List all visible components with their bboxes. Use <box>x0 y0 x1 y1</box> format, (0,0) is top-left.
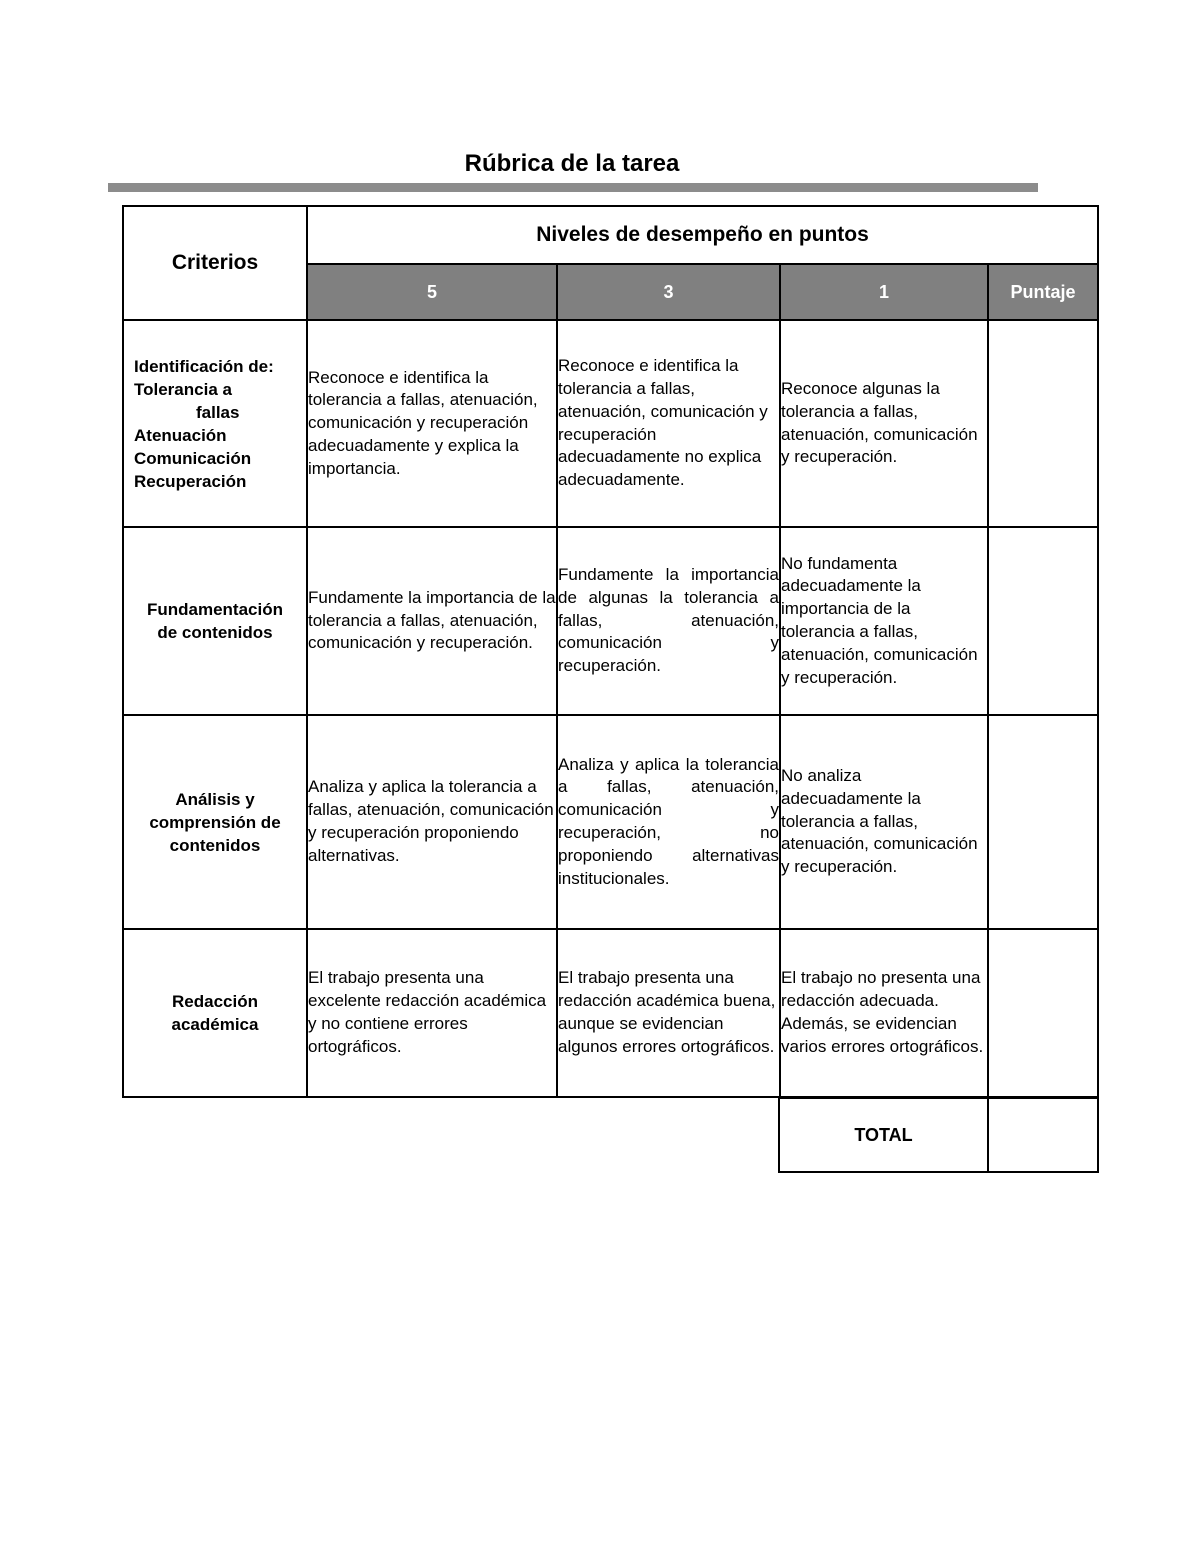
score-cell[interactable] <box>988 715 1098 929</box>
level-5-description: Analiza y aplica la tolerancia a fallas, atenuación, comunicación y recuperación proponiendo alternativas. <box>307 715 557 929</box>
criterio-line: académica <box>171 1015 259 1034</box>
level-3-header: 3 <box>557 264 780 320</box>
level-1-header: 1 <box>780 264 988 320</box>
criterio-line: contenidos <box>169 835 261 855</box>
level-5-header: 5 <box>307 264 557 320</box>
criterio-line: Redacción <box>172 992 258 1011</box>
criterios-header: Criterios <box>123 206 307 320</box>
criterio-line: Comunicación <box>134 448 252 468</box>
title-underline <box>108 183 1038 192</box>
level-5-description: Fundamente la importancia de la tolerancia a fallas, atenuación, comunicación y recuperación. <box>307 527 557 715</box>
score-cell[interactable] <box>988 320 1098 527</box>
niveles-header: Niveles de desempeño en puntos <box>307 206 1098 264</box>
level-1-description: No analiza adecuadamente la tolerancia a fallas, atenuación, comunicación y recuperación. <box>780 715 988 929</box>
criterio-line: de contenidos <box>157 623 273 642</box>
criterio-cell <box>123 715 307 929</box>
total-score-cell[interactable] <box>988 1098 1098 1172</box>
table-row <box>123 715 1098 929</box>
rubric-table <box>122 205 1099 1098</box>
level-5-description: El trabajo presenta una excelente redacción académica y no contiene errores ortográficos. <box>307 929 557 1097</box>
level-3-description: Reconoce e identifica la tolerancia a fallas, atenuación, comunicación y recuperación adecuadamente no explica adecuadamente. <box>557 320 780 527</box>
total-table <box>778 1097 1099 1173</box>
criterio-line: Recuperación <box>134 471 247 491</box>
document-title: Rúbrica de la tarea <box>464 150 680 177</box>
score-cell[interactable] <box>988 929 1098 1097</box>
criterio-line: comprensión de <box>149 812 281 832</box>
table-row <box>123 929 1098 1097</box>
level-1-description: No fundamenta adecuadamente la importancia de la tolerancia a fallas, atenuación, comunicación y recuperación. <box>780 527 988 715</box>
table-row <box>123 320 1098 527</box>
criterio-line: Análisis y <box>175 789 255 809</box>
criterio-line: Identificación de: <box>134 356 274 376</box>
level-1-description: El trabajo no presenta una redacción adecuada. Además, se evidencian varios errores ortográficos. <box>780 929 988 1097</box>
criterio-line: Fundamentación <box>146 600 283 619</box>
score-cell[interactable] <box>988 527 1098 715</box>
criterio-line: Tolerancia a <box>134 379 232 399</box>
puntaje-header: Puntaje <box>988 264 1098 320</box>
level-3-description: Analiza y aplica la tolerancia a fallas, atenuación, comunicación y recuperación, no proponiendo alternativas institucionales. <box>557 715 780 929</box>
level-3-description: Fundamente la importancia de algunas la tolerancia a fallas, atenuación, comunicación y recuperación. <box>557 527 780 715</box>
level-1-description: Reconoce algunas la tolerancia a fallas, atenuación, comunicación y recuperación. <box>780 320 988 527</box>
criterio-cell <box>123 929 307 1097</box>
level-3-description: El trabajo presenta una redacción académica buena, aunque se evidencian algunos errores ortográficos. <box>557 929 780 1097</box>
criterio-cell <box>123 320 307 527</box>
criterio-line: fallas <box>196 402 240 422</box>
criterio-cell <box>123 527 307 715</box>
level-5-description: Reconoce e identifica la tolerancia a fallas, atenuación, comunicación y recuperación adecuadamente y explica la importancia. <box>307 320 557 527</box>
table-row <box>123 527 1098 715</box>
criterio-line: Atenuación <box>134 425 227 445</box>
total-label: TOTAL <box>779 1098 988 1172</box>
